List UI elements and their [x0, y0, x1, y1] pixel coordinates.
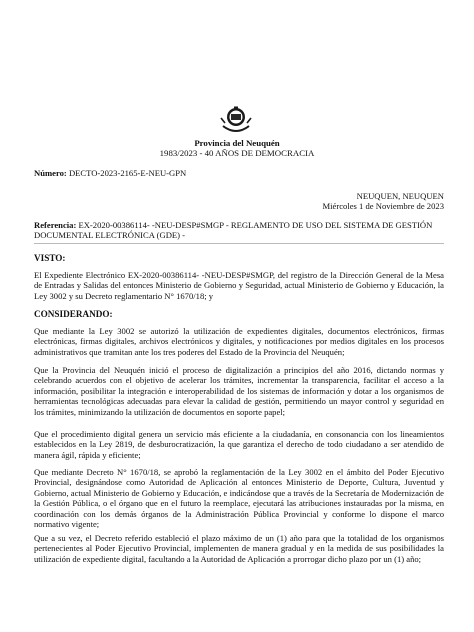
neuquen-seal-icon	[219, 106, 253, 136]
democracy-motto: 1983/2023 - 40 AÑOS DE DEMOCRACIA	[159, 148, 315, 158]
visto-heading: VISTO:	[34, 253, 66, 263]
place-line: NEUQUEN, NEUQUEN	[356, 191, 444, 201]
considerando-paragraph-5: Que a su vez, el Decreto referido estableció el plazo máximo de un (1) año para que la totalidad de los organismos pertenecientes al Poder Ejecutivo Provincial, implementen de manera gradual y en la medida de sus posibilidades la utilización de expediente digital, facultando a la Autoridad de Aplicación a prorrogar dicho plazo por un (1) año;	[34, 533, 444, 564]
referencia-block	[34, 220, 444, 241]
considerando-heading: CONSIDERANDO:	[34, 309, 113, 319]
document-number	[34, 168, 186, 178]
considerando-paragraph-1: Que mediante la Ley 3002 se autorizó la utilización de expedientes digitales, documentos electrónicos, firmas electrónicas, firmas digitales, archivos electrónicos y digitales, y notificaciones por medios digitales en los procesos administrativos que tramitan ante los tres poderes del Estado de la Provincia del Neuquén;	[34, 326, 444, 357]
numero-label: Número:	[34, 168, 67, 178]
referencia-label: Referencia:	[34, 220, 77, 230]
referencia-text: EX-2020-00386114- -NEU-DESP#SMGP - REGLAMENTO DE USO DEL SISTEMA DE GESTIÓN DOCUMENTAL ELECTRÓNICA (GDE) -	[34, 220, 433, 241]
visto-paragraph: El Expediente Electrónico EX-2020-00386114- -NEU-DESP#SMGP, del registro de la Dirección General de la Mesa de Entradas y Salidas del entonces Ministerio de Gobierno y Seguridad, actual Ministerio de Gobierno y Educación, la Ley 3002 y su Decreto reglamentario N° 1670/18; y	[34, 270, 444, 301]
province-title: Provincia del Neuquén	[194, 138, 280, 148]
numero-value: DECTO-2023-2165-E-NEU-GPN	[68, 168, 187, 178]
considerando-paragraph-3: Que el procedimiento digital genera un servicio más eficiente a la ciudadanía, en consonancia con los lineamientos establecidos en la Ley 2819, de desburocratización, la que garantiza el derecho de todo ciudadano a ser atendido de manera ágil, rápida y eficiente;	[34, 429, 444, 460]
considerando-paragraph-4: Que mediante Decreto N° 1670/18, se aprobó la reglamentación de la Ley 3002 en el ámbito del Poder Ejecutivo Provincial, designándose como Autoridad de Aplicación al entonces Ministerio de Deporte, Cultura, Juventud y Gobierno, actual Ministerio de Gobierno y Educación, e indicándose que a través de la Secretaría de Modernización de la Gestión Pública, o el órgano que en el futuro la reemplace, ejecutará las atribuciones instauradas por la misma, en coordinación con los demás órganos de la Administración Pública Provincial y conforme lo dispone el marco normativo vigente;	[34, 467, 444, 530]
divider	[34, 243, 444, 244]
considerando-paragraph-2: Que la Provincia del Neuquén inició el proceso de digitalización a principios del año 2016, dictando normas y celebrando acuerdos con el objetivo de acelerar los trámites, incrementar la transparencia, facilitar el acceso a la información, posibilitar la integración e interoperabilidad de los sistemas de información y dotar a los organismos de herramientas tecnológicas adecuadas para elevar la calidad de gestión, permitiendo un mayor control y seguridad en los trámites, minimizando la utilización de documentos en soporte papel;	[34, 365, 444, 417]
date-line: Miércoles 1 de Noviembre de 2023	[322, 201, 444, 211]
